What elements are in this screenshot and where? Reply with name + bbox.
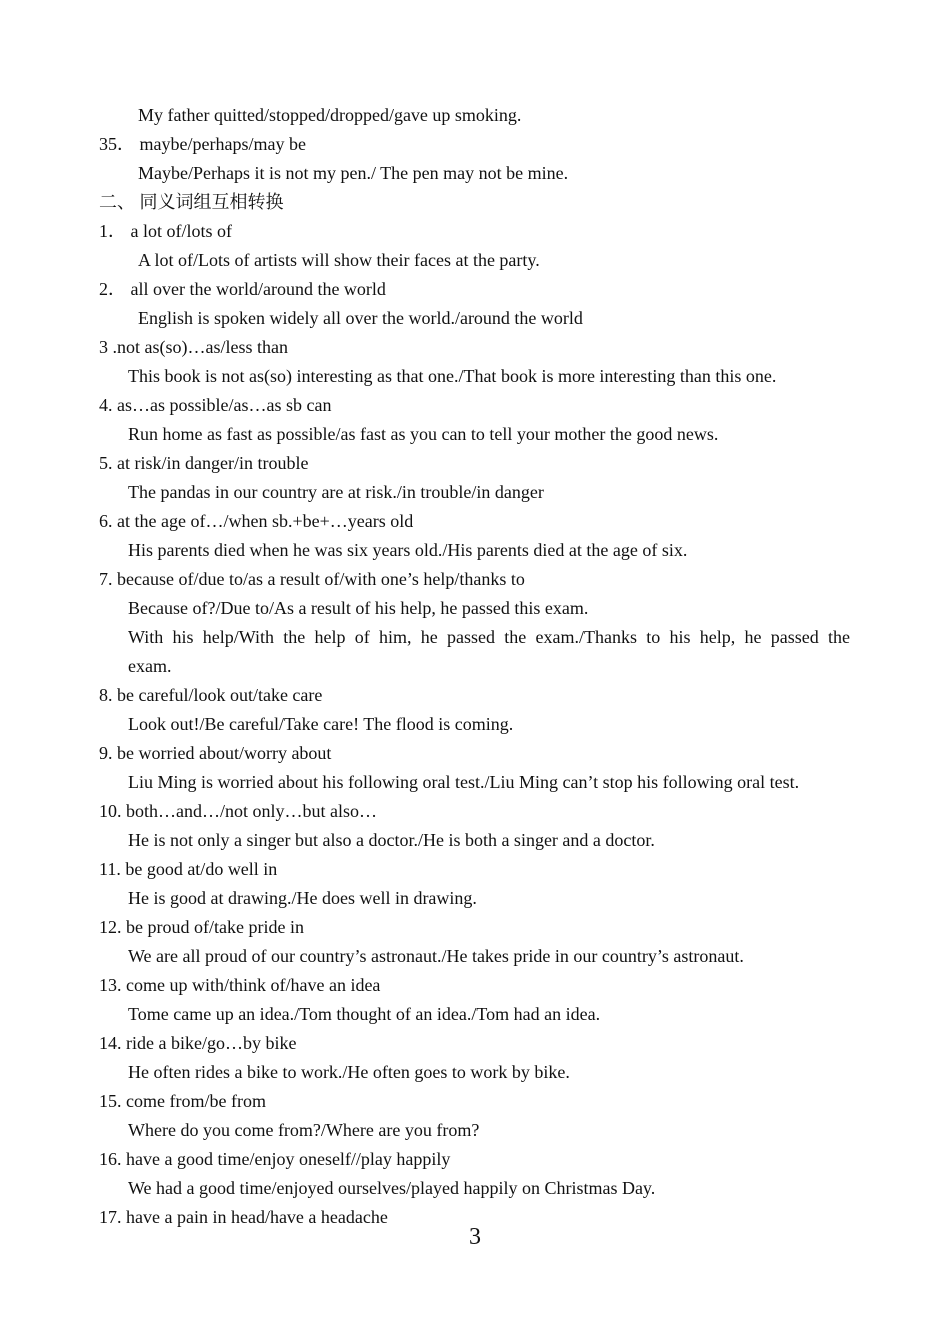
- list-item-heading: 16. have a good time/enjoy oneself//play happily: [99, 1149, 451, 1169]
- example-sentence: English is spoken widely all over the world./around the world: [138, 308, 583, 328]
- list-item-heading: 4. as…as possible/as…as sb can: [99, 395, 332, 415]
- list-item-heading: 11. be good at/do well in: [99, 859, 278, 879]
- list-item-heading: 10. both…and…/not only…but also…: [99, 801, 377, 821]
- list-item-heading: 6. at the age of…/when sb.+be+…years old: [99, 511, 414, 531]
- example-sentence: With his help/With the help of him, he passed the exam./Thanks to his help, he passed the: [128, 627, 850, 647]
- list-item-heading: 12. be proud of/take pride in: [99, 917, 304, 937]
- example-sentence: Liu Ming is worried about his following oral test./Liu Ming can’t stop his following oral test.: [128, 772, 800, 792]
- list-item-heading: 3 .not as(so)…as/less than: [99, 337, 288, 357]
- example-sentence: His parents died when he was six years old./His parents died at the age of six.: [128, 540, 688, 560]
- document-body: [99, 101, 850, 1232]
- list-item-heading: 35． maybe/perhaps/may be: [99, 134, 306, 154]
- page-number: 3: [469, 1224, 481, 1250]
- list-item-heading: 9. be worried about/worry about: [99, 743, 332, 763]
- example-sentence: My father quitted/stopped/dropped/gave up smoking.: [138, 105, 522, 125]
- example-sentence: This book is not as(so) interesting as that one./That book is more interesting than this one.: [128, 366, 777, 386]
- list-item-heading: 8. be careful/look out/take care: [99, 685, 323, 705]
- example-sentence: Run home as fast as possible/as fast as you can to tell your mother the good news.: [128, 424, 719, 444]
- list-item-heading: 1． a lot of/lots of: [99, 221, 232, 241]
- example-sentence: We had a good time/enjoyed ourselves/played happily on Christmas Day.: [128, 1178, 656, 1198]
- list-item-heading: 二、 同义词组互相转换: [99, 192, 284, 212]
- example-sentence: The pandas in our country are at risk./in trouble/in danger: [128, 482, 544, 502]
- example-sentence: Because of?/Due to/As a result of his help, he passed this exam.: [128, 598, 589, 618]
- example-sentence: He is good at drawing./He does well in drawing.: [128, 888, 477, 908]
- example-sentence: Where do you come from?/Where are you from?: [128, 1120, 480, 1140]
- example-sentence: exam.: [128, 656, 172, 676]
- list-item-heading: 13. come up with/think of/have an idea: [99, 975, 381, 995]
- example-sentence: We are all proud of our country’s astronaut./He takes pride in our country’s astronaut.: [128, 946, 744, 966]
- list-item-heading: 7. because of/due to/as a result of/with one’s help/thanks to: [99, 569, 525, 589]
- example-sentence: A lot of/Lots of artists will show their faces at the party.: [138, 250, 540, 270]
- list-item-heading: 14. ride a bike/go…by bike: [99, 1033, 297, 1053]
- example-sentence: He often rides a bike to work./He often goes to work by bike.: [128, 1062, 570, 1082]
- list-item-heading: 17. have a pain in head/have a headache: [99, 1207, 388, 1227]
- list-item-heading: 2． all over the world/around the world: [99, 279, 386, 299]
- example-sentence: Tome came up an idea./Tom thought of an idea./Tom had an idea.: [128, 1004, 601, 1024]
- example-sentence: He is not only a singer but also a doctor./He is both a singer and a doctor.: [128, 830, 655, 850]
- list-item-heading: 15. come from/be from: [99, 1091, 266, 1111]
- example-sentence: Look out!/Be careful/Take care! The flood is coming.: [128, 714, 514, 734]
- example-sentence: Maybe/Perhaps it is not my pen./ The pen may not be mine.: [138, 163, 569, 183]
- list-item-heading: 5. at risk/in danger/in trouble: [99, 453, 309, 473]
